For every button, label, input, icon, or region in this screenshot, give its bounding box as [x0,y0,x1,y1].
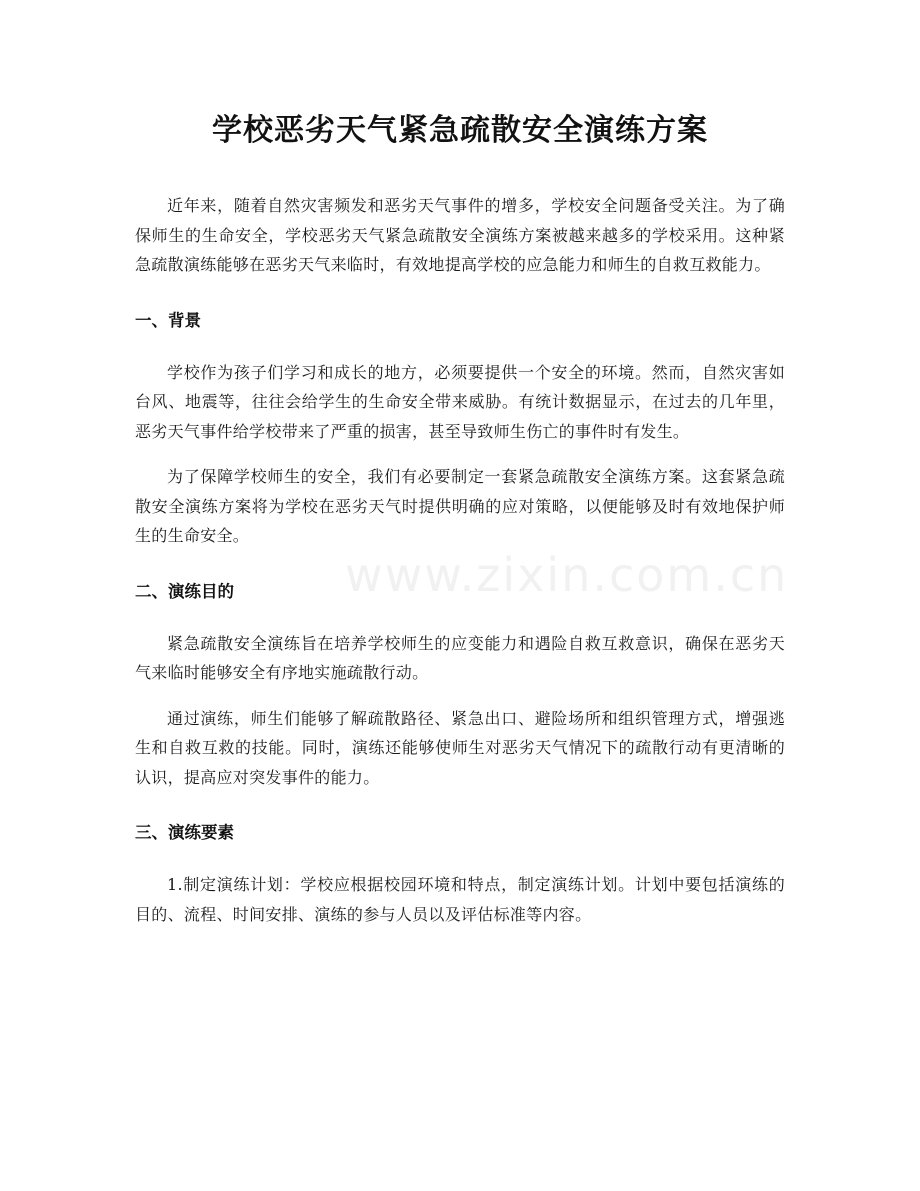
watermark: www.zixin.com.cn [345,548,789,602]
document-title: 学校恶劣天气紧急疏散安全演练方案 [212,113,708,148]
paragraph: 1.制定演练计划：学校应根据校园环境和特点，制定演练计划。计划中要包括演练的目的、流程、时间安排、演练的参与人员以及评估标准等内容。 [135,875,785,924]
paragraph: 为了保障学校师生的安全，我们有必要制定一套紧急疏散安全演练方案。这套紧急疏散安全演练方案将为学校在恶劣天气时提供明确的应对策略，以便能够及时有效地保护师生的生命安全。 [135,467,785,545]
section-heading-elements: 三、演练要素 [135,823,234,842]
section-heading-purpose: 二、演练目的 [135,581,234,601]
section-heading-background: 一、背景 [135,310,201,330]
intro-paragraph: 近年来，随着自然灾害频发和恶劣天气事件的增多，学校安全问题备受关注。为了确保师生的生命安全，学校恶劣天气紧急疏散安全演练方案被越来越多的学校采用。这种紧急疏散演练能够在恶劣天气来临时，有效地提高学校的应急能力和师生的自救互救能力。 [135,196,785,274]
paragraph: 紧急疏散安全演练旨在培养学校师生的应变能力和遇险自救互救意识，确保在恶劣天气来临时能够安全有序地实施疏散行动。 [135,633,785,682]
paragraph: 通过演练，师生们能够了解疏散路径、紧急出口、避险场所和组织管理方式，增强逃生和自救互救的技能。同时，演练还能够使师生对恶劣天气情况下的疏散行动有更清晰的认识，提高应对突发事件的能力。 [135,708,785,787]
paragraph: 学校作为孩子们学习和成长的地方，必须要提供一个安全的环境。然而，自然灾害如台风、地震等，往往会给学生的生命安全带来威胁。有统计数据显示，在过去的几年里，恶劣天气事件给学校带来了严重的损害，甚至导致师生伤亡的事件时有发生。 [135,362,785,441]
